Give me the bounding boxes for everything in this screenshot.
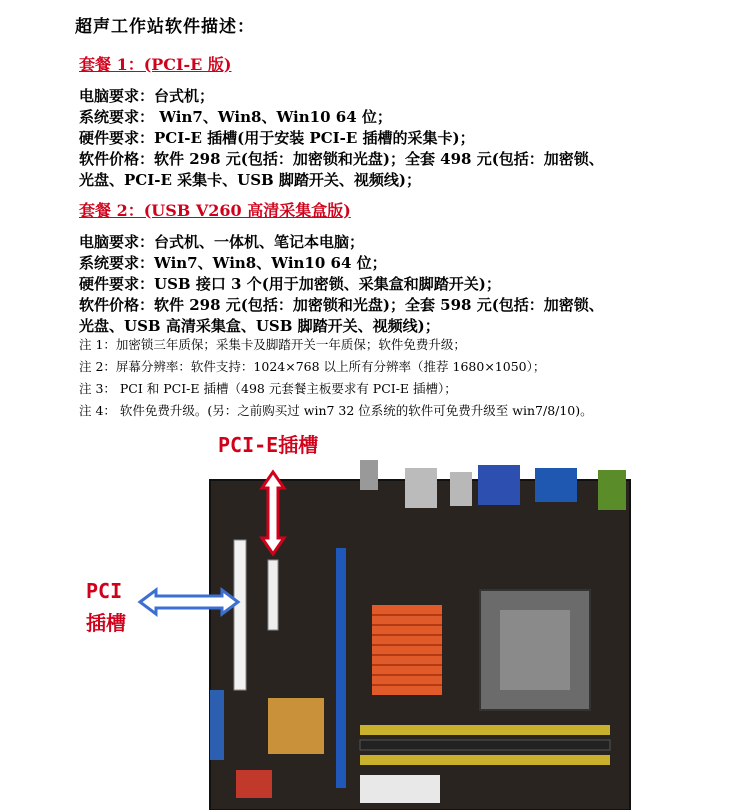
ide-connector <box>210 690 224 760</box>
motherboard-image <box>0 430 750 810</box>
sata-port <box>236 770 272 798</box>
atx-power-connector <box>360 775 440 803</box>
package2-line-1: 电脑要求：台式机、一体机、笔记本电脑； <box>79 233 365 251</box>
chipset-heatsink <box>372 605 442 695</box>
rear-io-vga-port <box>478 465 520 505</box>
note-2: 注 2：屏幕分辨率：软件支持：1024×768 以上所有分辨率（推荐 1680×1050）； <box>79 359 546 374</box>
pci-slot-label-1: PCI <box>86 579 123 603</box>
package1-heading: 套餐 1：(PCI-E 版) <box>79 55 232 74</box>
page-title: 超声工作站软件描述： <box>75 17 255 37</box>
pci-slot-label-2: 插槽 <box>86 611 126 635</box>
package2-line-4: 软件价格：软件 298 元(包括：加密锁和光盘)；全套 598 元(包括：加密锁、 <box>79 296 604 314</box>
package1-line-1: 电脑要求：台式机； <box>79 87 215 105</box>
pci-slot <box>234 540 246 690</box>
pcie-x1-slot <box>268 560 278 630</box>
pci-pointer-arrow <box>140 590 238 614</box>
pcie-x16-slot <box>336 548 346 788</box>
note-1: 注 1：加密锁三年质保；采集卡及脚踏开关一年质保；软件免费升级； <box>79 337 466 352</box>
dimm-slot-2 <box>360 740 610 750</box>
package2-line-5: 光盘、USB 高清采集盒、USB 脚踏开关、视频线)； <box>79 317 440 335</box>
package1-line-4: 软件价格：软件 298 元(包括：加密锁和光盘)；全套 498 元(包括：加密锁、 <box>79 150 604 168</box>
rear-io-com-port <box>535 468 577 502</box>
package2-line-2: 系统要求：Win7、Win8、Win10 64 位； <box>79 254 387 272</box>
pcie-slot-label: PCI-E插槽 <box>218 433 319 457</box>
package2-line-3: 硬件要求：USB 接口 3 个(用于加密锁、采集盒和脚踏开关)； <box>79 275 501 293</box>
rear-io-lan <box>405 468 437 508</box>
cpu-socket-center <box>500 610 570 690</box>
package2-heading: 套餐 2：(USB V260 高清采集盒版) <box>79 201 351 220</box>
package1-line-3: 硬件要求：PCI-E 插槽(用于安装 PCI-E 插槽的采集卡)； <box>79 129 475 147</box>
rear-io-audio <box>598 470 626 510</box>
dimm-slot-1 <box>360 725 610 735</box>
rear-io-ps2 <box>360 460 378 490</box>
note-3: 注 3： PCI 和 PCI-E 插槽（498 元套餐主板要求有 PCI-E 插槽）； <box>79 381 457 396</box>
package1-line-5: 光盘、PCI-E 采集卡、USB 脚踏开关、视频线)； <box>79 171 422 189</box>
dimm-slot-3 <box>360 755 610 765</box>
rear-io-usb-port <box>450 472 472 506</box>
package1-line-2: 系统要求： Win7、Win8、Win10 64 位； <box>79 108 392 126</box>
note-4: 注 4： 软件免费升级。(另：之前购买过 win7 32 位系统的软件可免费升级至 win7/8/10)。 <box>79 403 593 418</box>
southbridge-heatsink <box>268 698 324 754</box>
